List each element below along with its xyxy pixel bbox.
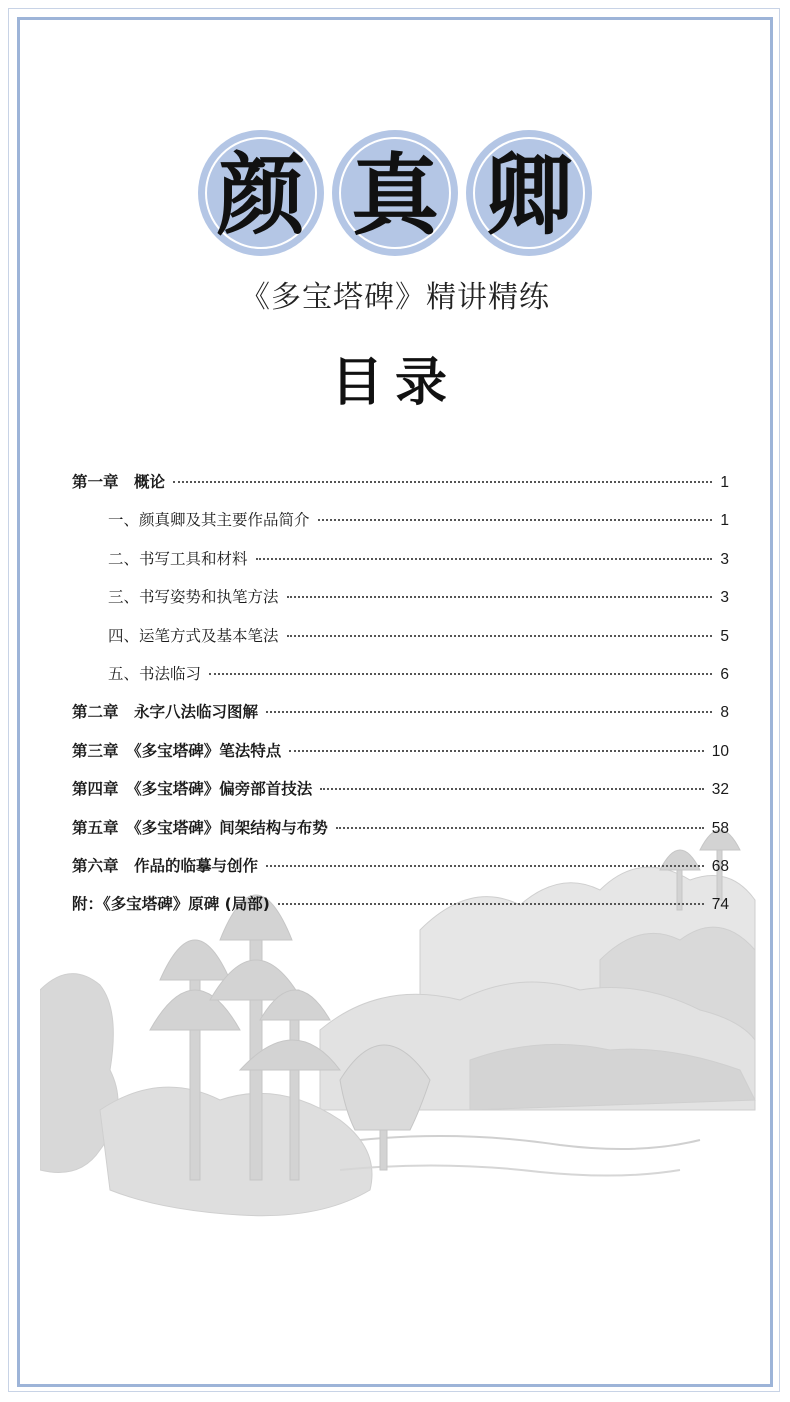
toc-entry-page: 1 <box>720 474 729 491</box>
toc-entry-label: 二、书写工具和材料 <box>108 549 248 568</box>
toc-entry-section[interactable] <box>72 547 729 585</box>
toc-heading: 目录 <box>330 353 459 413</box>
toc-entry-chapter-5[interactable] <box>72 816 729 854</box>
toc-entry-label: 五、书法临习 <box>108 664 202 683</box>
toc-leader-dots <box>173 481 712 483</box>
toc-entry-page: 3 <box>720 550 729 568</box>
toc-leader-dots <box>209 673 712 675</box>
toc-entry-page: 32 <box>711 781 729 799</box>
toc-entry-chapter-6[interactable] <box>72 854 729 892</box>
toc-entry-page: 6 <box>720 665 729 683</box>
toc-entry-page: 8 <box>720 704 729 722</box>
toc-leader-dots <box>266 865 704 867</box>
title-circle <box>332 130 458 256</box>
toc-entry-label: 第三章 《多宝塔碑》笔法特点 <box>72 741 282 760</box>
toc-entry-chapter-1[interactable] <box>72 470 729 508</box>
toc-leader-dots <box>287 635 713 637</box>
toc-entry-label: 四、运笔方式及基本笔法 <box>108 626 279 645</box>
book-subtitle: 《多宝塔碑》精讲精练 <box>240 280 550 315</box>
toc-leader-dots <box>266 711 712 713</box>
title-char: 真 <box>350 143 439 247</box>
toc-entry-label: 第五章 《多宝塔碑》间架结构与布势 <box>72 818 328 837</box>
toc-entry-section[interactable] <box>72 624 729 662</box>
table-of-contents <box>72 470 729 931</box>
toc-entry-section[interactable] <box>72 508 729 546</box>
title-circle <box>466 130 592 256</box>
toc-entry-chapter-4[interactable] <box>72 777 729 815</box>
toc-entry-page: 10 <box>711 742 729 760</box>
book-title <box>0 130 790 256</box>
toc-entry-label: 第四章 《多宝塔碑》偏旁部首技法 <box>72 780 313 799</box>
toc-entry-label: 附：《多宝塔碑》原碑 (局部) <box>72 895 270 914</box>
toc-entry-chapter-3[interactable] <box>72 739 729 777</box>
toc-entry-label: 第二章 永字八法临习图解 <box>72 703 259 722</box>
toc-leader-dots <box>318 519 713 521</box>
title-circle <box>198 130 324 256</box>
toc-entry-label: 第一章 概论 <box>72 473 166 491</box>
toc-entry-label: 一、颜真卿及其主要作品简介 <box>108 511 310 530</box>
toc-entry-label: 第六章 作品的临摹与创作 <box>72 856 259 875</box>
title-char: 颜 <box>216 143 305 247</box>
toc-entry-page: 3 <box>720 589 729 607</box>
toc-entry-label: 三、书写姿势和执笔方法 <box>108 588 279 607</box>
toc-entry-chapter-2[interactable] <box>72 700 729 738</box>
toc-entry-page: 5 <box>720 627 729 645</box>
toc-leader-dots <box>320 788 703 790</box>
toc-entry-page: 74 <box>711 896 729 914</box>
toc-entry-page: 1 <box>720 512 729 530</box>
toc-leader-dots <box>336 827 704 829</box>
title-char: 卿 <box>484 143 573 247</box>
toc-leader-dots <box>289 750 703 752</box>
toc-leader-dots <box>287 596 713 598</box>
toc-entry-page: 68 <box>711 857 729 875</box>
toc-leader-dots <box>256 558 713 560</box>
toc-entry-section[interactable] <box>72 585 729 623</box>
toc-leader-dots <box>278 903 704 905</box>
toc-entry-section[interactable] <box>72 662 729 700</box>
toc-entry-page: 58 <box>711 819 729 837</box>
toc-entry-appendix[interactable] <box>72 892 729 930</box>
